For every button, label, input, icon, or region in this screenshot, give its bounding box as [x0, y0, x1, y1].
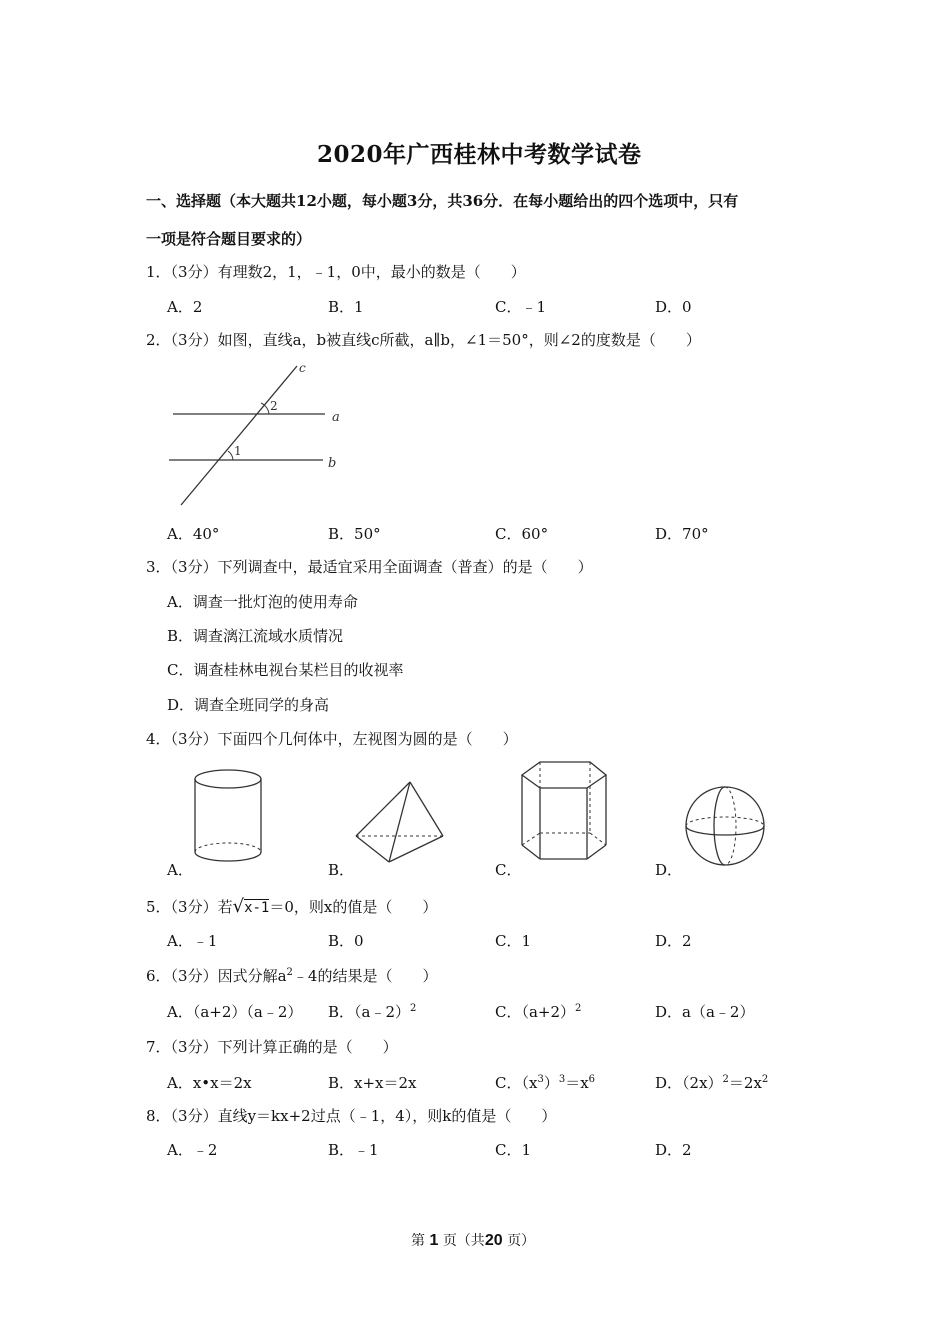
label-c: c	[299, 361, 306, 375]
q7-option-a: A．x•x＝2x	[167, 1074, 252, 1092]
q6-stem-sup: 2	[286, 967, 293, 978]
q7-option-b: B．x+x＝2x	[328, 1074, 417, 1092]
q7-c-post: ＝x	[565, 1074, 589, 1092]
q5-option-d: D．2	[655, 932, 692, 950]
hexagonal-prism-icon	[518, 757, 610, 865]
q8-option-d: D．2	[655, 1141, 692, 1159]
q1-option-c: C．﹣1	[495, 298, 547, 316]
q6-option-c	[495, 1001, 581, 1022]
label-angle-1: 1	[234, 444, 242, 458]
q7-option-c	[495, 1072, 595, 1093]
q6-option-c-sup: 2	[575, 1003, 582, 1014]
q3-option-d: D．调查全班同学的身高	[167, 696, 330, 714]
label-a: a	[332, 410, 340, 425]
q5-option-c: C．1	[495, 932, 532, 950]
q6-option-a: A．（a+2）（a﹣2）	[167, 1003, 303, 1021]
footer-total-pages: 20	[484, 1232, 503, 1249]
q2-option-a: A．40°	[167, 525, 220, 543]
q8-option-a: A．﹣2	[167, 1141, 218, 1159]
q2-option-c: C．60°	[495, 525, 549, 543]
q3-option-c: C．调查桂林电视台某栏目的收视率	[167, 661, 404, 679]
section-heading-line1: 一、选择题（本大题共12小题，每小题3分，共36分．在每小题给出的四个选项中，只有	[146, 192, 739, 210]
q5-stem-post: ＝0，则x的值是（ ）	[269, 898, 438, 916]
label-b: b	[328, 456, 337, 471]
q4-option-c: C．	[495, 861, 522, 879]
footer-page-number: 1	[429, 1232, 439, 1249]
q7-c-sup3: 6	[588, 1074, 596, 1085]
question-4-stem: 4．（3分）下面四个几何体中，左视图为圆的是（ ）	[146, 730, 518, 748]
footer-mid: 页（共	[442, 1233, 485, 1249]
section-heading-line2: 一项是符合题目要求的）	[146, 230, 312, 248]
label-angle-2: 2	[270, 399, 278, 413]
q7-c-pre: C．（x	[495, 1074, 538, 1092]
q6-option-d: D．a（a﹣2）	[655, 1003, 755, 1021]
radical-sign: √	[232, 896, 245, 917]
question-5-stem	[146, 896, 437, 917]
q2-option-b: B．50°	[328, 525, 381, 543]
q3-option-a: A．调查一批灯泡的使用寿命	[167, 593, 358, 611]
q6-option-c-text: C．（a+2）	[495, 1003, 576, 1021]
question-6-stem	[146, 965, 437, 986]
q6-option-b-text: B．（a﹣2）	[328, 1003, 411, 1021]
q2-option-d: D．70°	[655, 525, 709, 543]
q1-option-b: B．1	[328, 298, 364, 316]
q1-option-d: D．0	[655, 298, 692, 316]
q6-option-b	[328, 1001, 416, 1022]
q1-option-a: A．2	[167, 298, 203, 316]
q6-stem-pre: 6．（3分）因式分解a	[146, 967, 287, 985]
q7-d-post: ＝2x	[728, 1074, 762, 1092]
q4-option-b: B．	[328, 861, 355, 879]
q3-option-b: B．调查漓江流域水质情况	[167, 627, 344, 645]
page-title: 2020年广西桂林中考数学试卷	[317, 141, 642, 168]
q8-option-b: B．﹣1	[328, 1141, 379, 1159]
q5-stem-pre: 5．（3分）若	[146, 898, 233, 916]
cylinder-icon	[190, 765, 266, 865]
q8-option-c: C．1	[495, 1141, 532, 1159]
q7-option-d	[655, 1072, 768, 1093]
q7-c-sup2: 3	[558, 1074, 566, 1085]
q7-d-pre: D．（2x）	[655, 1074, 723, 1092]
q7-c-sup1: 3	[537, 1074, 544, 1085]
q5-radicand: x-1	[244, 900, 270, 916]
q7-c-mid: ）	[543, 1074, 559, 1092]
sphere-icon	[684, 785, 766, 867]
q7-d-sup2: 2	[761, 1074, 769, 1085]
question-1-stem: 1．（3分）有理数2，1，﹣1，0中，最小的数是（ ）	[146, 263, 526, 281]
question-2-stem: 2．（3分）如图，直线a，b被直线c所截，a∥b，∠1＝50°，则∠2的度数是（ ）	[146, 331, 701, 349]
parallel-lines-figure	[165, 360, 355, 510]
question-8-stem: 8．（3分）直线y＝kx+2过点（﹣1，4），则k的值是（ ）	[146, 1107, 557, 1125]
q6-option-b-sup: 2	[410, 1003, 417, 1014]
question-3-stem: 3．（3分）下列调查中，最适宜采用全面调查（普查）的是（ ）	[146, 558, 593, 576]
footer-pre: 第	[411, 1233, 425, 1249]
q4-option-a: A．	[167, 861, 193, 879]
q6-stem-post: ﹣4的结果是（ ）	[292, 967, 438, 985]
pyramid-icon	[353, 778, 447, 868]
q7-d-sup1: 2	[722, 1074, 729, 1085]
footer-post: 页）	[507, 1233, 536, 1249]
page-footer	[411, 1230, 535, 1250]
q4-option-d: D．	[655, 861, 683, 879]
q5-option-b: B．0	[328, 932, 364, 950]
question-7-stem: 7．（3分）下列计算正确的是（ ）	[146, 1038, 398, 1056]
q5-option-a: A．﹣1	[167, 932, 218, 950]
